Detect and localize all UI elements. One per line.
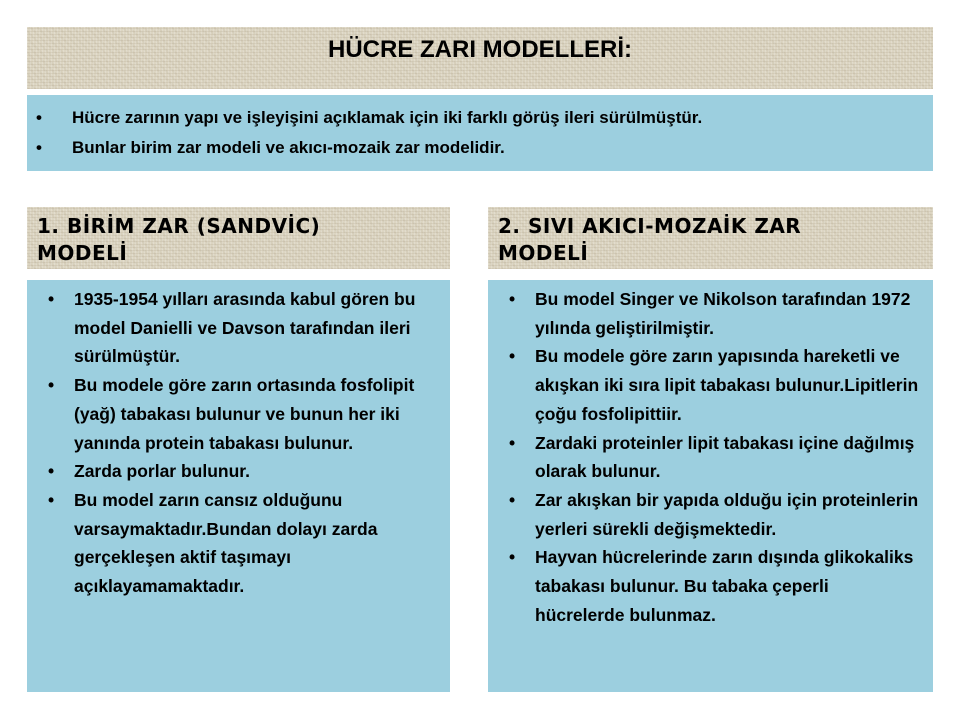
list-item [488,543,933,629]
list-item-text: 1935-1954 yılları arasında kabul gören bu model Danielli ve Davson tarafından ileri sürülmüştür. [74,289,416,367]
page-title: HÜCRE ZARI MODELLERİ: [328,36,632,63]
left-title-line-1: 1. BİRİM ZAR (SANDVİC) [37,214,321,238]
right-column-title [498,213,801,267]
list-item-text: Bu model Singer ve Nikolson tarafından 1972 yılında geliştirilmiştir. [535,289,911,338]
list-item [27,486,450,601]
list-item-text: Bu model zarın cansız olduğunu varsaymaktadır.Bundan dolayı zarda gerçekleşen aktif taşımayı açıklayamamaktadır. [74,489,378,597]
right-title-line-2: MODELİ [498,241,589,265]
list-item-text: Zar akışkan bir yapıda olduğu için proteinlerin yerleri sürekli değişmektedir. [535,489,919,539]
bullet-icon: • [509,432,516,453]
list-item-text: Bu modele göre zarın yapısında hareketli ve akışkan iki sıra lipit tabakası bulunur.Lipitlerin çoğu fosfolipittiir. [535,346,919,424]
left-column-header [27,207,450,269]
list-item [27,457,450,486]
left-column-title [37,213,320,267]
intro-item [27,103,702,133]
intro-box [27,95,933,171]
bullet-icon: • [36,138,42,157]
list-item [488,429,933,486]
list-item [488,486,933,543]
left-list [27,285,450,601]
intro-list [27,103,702,163]
intro-item-text: Hücre zarının yapı ve işleyişini açıklamak için iki farklı görüş ileri sürülmüştür. [72,108,703,127]
bullet-icon: • [509,547,516,568]
bullet-icon: • [509,489,516,510]
bullet-icon: • [48,375,55,396]
bullet-icon: • [48,489,55,510]
right-column-header [488,207,933,269]
list-item-text: Bu modele göre zarın ortasında fosfolipit (yağ) tabakası bulunur ve bunun her iki yanında protein tabakası bulunur. [74,375,415,453]
list-item-text: Hayvan hücrelerinde zarın dışında glikokaliks tabakası bulunur. Bu tabaka çeperli hücrelerde bulunmaz. [535,547,914,625]
list-item [488,285,933,342]
bullet-icon: • [36,108,42,127]
title-banner [27,27,933,89]
bullet-icon: • [509,346,516,367]
bullet-icon: • [48,461,55,482]
left-column-body [27,280,450,692]
left-title-line-2: MODELİ [37,241,128,265]
bullet-icon: • [509,289,516,309]
right-list [488,285,933,629]
list-item-text: Zarda porlar bulunur. [74,461,250,482]
bullet-icon: • [48,289,55,309]
list-item [27,285,450,371]
right-column-body [488,280,933,692]
list-item [27,371,450,457]
list-item-text: Zardaki proteinler lipit tabakası içine dağılmış olarak bulunur. [535,432,915,482]
intro-item-text: Bunlar birim zar modeli ve akıcı-mozaik zar modelidir. [72,138,505,157]
list-item [488,342,933,428]
right-title-line-1: 2. SIVI AKICI-MOZAİK ZAR [498,214,802,238]
intro-item [27,133,702,163]
